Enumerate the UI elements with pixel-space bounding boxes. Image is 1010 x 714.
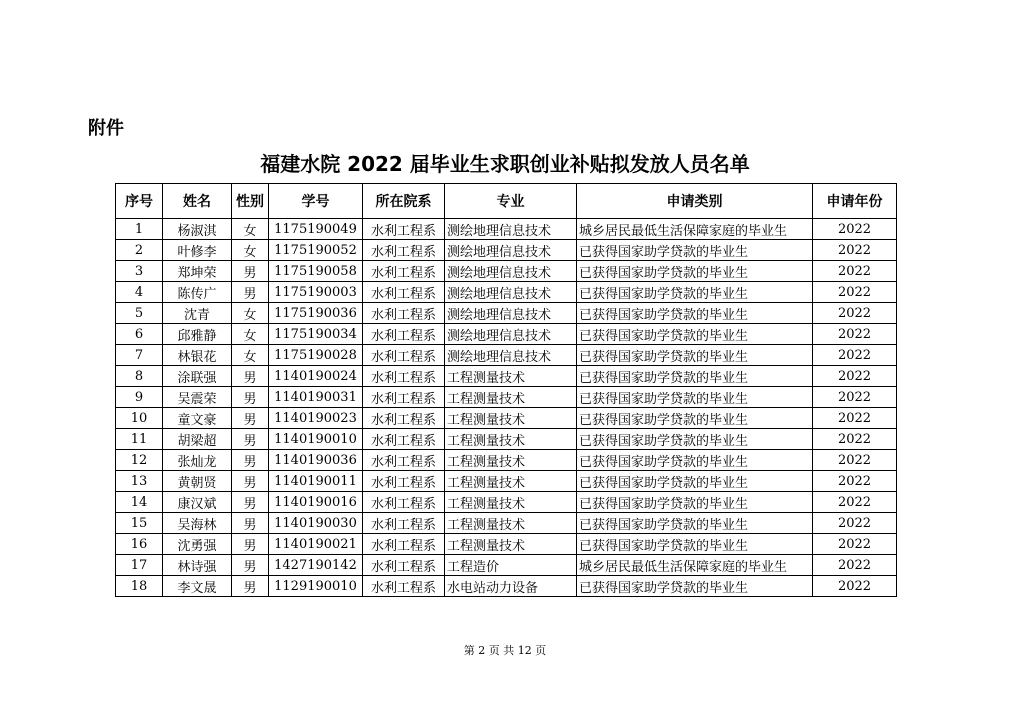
cell-col-gender: 男 <box>232 534 269 555</box>
table-row <box>116 261 897 282</box>
cell-col-gender: 男 <box>232 492 269 513</box>
document-title: 福建水院 2022 届毕业生求职创业补贴拟发放人员名单 <box>260 152 750 176</box>
cell-col-name: 郑坤荣 <box>163 261 232 282</box>
cell-col-year: 2022 <box>813 513 897 534</box>
cell-col-name: 叶修李 <box>163 240 232 261</box>
header-col-index: 序号 <box>116 184 163 219</box>
cell-col-category: 已获得国家助学贷款的毕业生 <box>577 282 813 303</box>
cell-col-major: 工程测量技术 <box>445 471 577 492</box>
cell-col-year: 2022 <box>813 345 897 366</box>
table-row <box>116 555 897 576</box>
cell-col-year: 2022 <box>813 366 897 387</box>
table-row <box>116 534 897 555</box>
table-row <box>116 219 897 240</box>
cell-col-student-id: 1140190036 <box>269 450 363 471</box>
cell-col-year: 2022 <box>813 429 897 450</box>
cell-col-name: 张灿龙 <box>163 450 232 471</box>
cell-col-index: 17 <box>116 555 163 576</box>
cell-col-index: 10 <box>116 408 163 429</box>
cell-col-name: 杨淑淇 <box>163 219 232 240</box>
cell-col-department: 水利工程系 <box>363 324 445 345</box>
table-row <box>116 303 897 324</box>
cell-col-major: 测绘地理信息技术 <box>445 345 577 366</box>
cell-col-name: 吴海林 <box>163 513 232 534</box>
cell-col-category: 已获得国家助学贷款的毕业生 <box>577 492 813 513</box>
cell-col-category: 已获得国家助学贷款的毕业生 <box>577 408 813 429</box>
cell-col-major: 工程测量技术 <box>445 534 577 555</box>
cell-col-name: 黄朝贤 <box>163 471 232 492</box>
cell-col-gender: 男 <box>232 555 269 576</box>
cell-col-category: 已获得国家助学贷款的毕业生 <box>577 324 813 345</box>
cell-col-major: 测绘地理信息技术 <box>445 240 577 261</box>
cell-col-student-id: 1175190028 <box>269 345 363 366</box>
cell-col-gender: 男 <box>232 429 269 450</box>
table-row <box>116 387 897 408</box>
cell-col-student-id: 1175190036 <box>269 303 363 324</box>
cell-col-major: 测绘地理信息技术 <box>445 219 577 240</box>
cell-col-name: 吴震荣 <box>163 387 232 408</box>
cell-col-index: 9 <box>116 387 163 408</box>
cell-col-year: 2022 <box>813 408 897 429</box>
cell-col-category: 城乡居民最低生活保障家庭的毕业生 <box>577 219 813 240</box>
cell-col-category: 已获得国家助学贷款的毕业生 <box>577 366 813 387</box>
cell-col-index: 15 <box>116 513 163 534</box>
cell-col-gender: 男 <box>232 282 269 303</box>
table-row <box>116 324 897 345</box>
cell-col-year: 2022 <box>813 240 897 261</box>
cell-col-category: 已获得国家助学贷款的毕业生 <box>577 513 813 534</box>
cell-col-index: 18 <box>116 576 163 597</box>
cell-col-index: 2 <box>116 240 163 261</box>
cell-col-department: 水利工程系 <box>363 345 445 366</box>
cell-col-category: 已获得国家助学贷款的毕业生 <box>577 429 813 450</box>
cell-col-category: 已获得国家助学贷款的毕业生 <box>577 534 813 555</box>
cell-col-gender: 女 <box>232 303 269 324</box>
cell-col-gender: 女 <box>232 324 269 345</box>
cell-col-index: 3 <box>116 261 163 282</box>
cell-col-major: 测绘地理信息技术 <box>445 303 577 324</box>
cell-col-department: 水利工程系 <box>363 282 445 303</box>
cell-col-index: 11 <box>116 429 163 450</box>
cell-col-gender: 男 <box>232 513 269 534</box>
table-body <box>116 219 897 597</box>
cell-col-category: 城乡居民最低生活保障家庭的毕业生 <box>577 555 813 576</box>
cell-col-major: 工程测量技术 <box>445 513 577 534</box>
cell-col-major: 工程测量技术 <box>445 450 577 471</box>
cell-col-student-id: 1175190034 <box>269 324 363 345</box>
cell-col-department: 水利工程系 <box>363 219 445 240</box>
cell-col-index: 4 <box>116 282 163 303</box>
cell-col-index: 8 <box>116 366 163 387</box>
cell-col-department: 水利工程系 <box>363 471 445 492</box>
cell-col-major: 工程造价 <box>445 555 577 576</box>
cell-col-name: 李文晟 <box>163 576 232 597</box>
cell-col-index: 7 <box>116 345 163 366</box>
cell-col-gender: 男 <box>232 387 269 408</box>
cell-col-gender: 女 <box>232 240 269 261</box>
cell-col-student-id: 1175190003 <box>269 282 363 303</box>
cell-col-category: 已获得国家助学贷款的毕业生 <box>577 576 813 597</box>
cell-col-student-id: 1129190010 <box>269 576 363 597</box>
cell-col-department: 水利工程系 <box>363 429 445 450</box>
cell-col-major: 工程测量技术 <box>445 387 577 408</box>
cell-col-name: 涂联强 <box>163 366 232 387</box>
table-row <box>116 513 897 534</box>
cell-col-category: 已获得国家助学贷款的毕业生 <box>577 471 813 492</box>
cell-col-major: 测绘地理信息技术 <box>445 324 577 345</box>
cell-col-name: 陈传广 <box>163 282 232 303</box>
table-row <box>116 240 897 261</box>
cell-col-major: 工程测量技术 <box>445 429 577 450</box>
cell-col-year: 2022 <box>813 219 897 240</box>
cell-col-student-id: 1140190010 <box>269 429 363 450</box>
header-col-gender: 性别 <box>232 184 269 219</box>
cell-col-student-id: 1175190049 <box>269 219 363 240</box>
cell-col-category: 已获得国家助学贷款的毕业生 <box>577 303 813 324</box>
table-row <box>116 492 897 513</box>
cell-col-gender: 男 <box>232 366 269 387</box>
cell-col-major: 水电站动力设备 <box>445 576 577 597</box>
cell-col-category: 已获得国家助学贷款的毕业生 <box>577 240 813 261</box>
cell-col-index: 16 <box>116 534 163 555</box>
cell-col-year: 2022 <box>813 555 897 576</box>
cell-col-year: 2022 <box>813 261 897 282</box>
cell-col-name: 林银花 <box>163 345 232 366</box>
header-col-category: 申请类别 <box>577 184 813 219</box>
cell-col-student-id: 1140190030 <box>269 513 363 534</box>
header-col-name: 姓名 <box>163 184 232 219</box>
cell-col-year: 2022 <box>813 282 897 303</box>
table-row <box>116 408 897 429</box>
cell-col-year: 2022 <box>813 534 897 555</box>
cell-col-student-id: 1140190024 <box>269 366 363 387</box>
cell-col-student-id: 1175190052 <box>269 240 363 261</box>
cell-col-student-id: 1140190016 <box>269 492 363 513</box>
cell-col-major: 测绘地理信息技术 <box>445 261 577 282</box>
cell-col-department: 水利工程系 <box>363 261 445 282</box>
cell-col-category: 已获得国家助学贷款的毕业生 <box>577 345 813 366</box>
header-col-year: 申请年份 <box>813 184 897 219</box>
cell-col-index: 5 <box>116 303 163 324</box>
cell-col-student-id: 1427190142 <box>269 555 363 576</box>
cell-col-gender: 男 <box>232 576 269 597</box>
cell-col-gender: 女 <box>232 219 269 240</box>
cell-col-index: 12 <box>116 450 163 471</box>
attachment-label: 附件 <box>88 118 124 139</box>
table-row <box>116 576 897 597</box>
cell-col-year: 2022 <box>813 576 897 597</box>
cell-col-department: 水利工程系 <box>363 576 445 597</box>
cell-col-department: 水利工程系 <box>363 555 445 576</box>
header-col-student-id: 学号 <box>269 184 363 219</box>
cell-col-department: 水利工程系 <box>363 366 445 387</box>
cell-col-department: 水利工程系 <box>363 534 445 555</box>
table-header-row <box>116 184 897 219</box>
cell-col-index: 14 <box>116 492 163 513</box>
cell-col-index: 1 <box>116 219 163 240</box>
header-col-department: 所在院系 <box>363 184 445 219</box>
cell-col-student-id: 1175190058 <box>269 261 363 282</box>
cell-col-gender: 男 <box>232 471 269 492</box>
cell-col-year: 2022 <box>813 303 897 324</box>
header-col-major: 专业 <box>445 184 577 219</box>
cell-col-gender: 男 <box>232 261 269 282</box>
cell-col-name: 沈勇强 <box>163 534 232 555</box>
cell-col-gender: 女 <box>232 345 269 366</box>
cell-col-name: 童文豪 <box>163 408 232 429</box>
roster-table <box>115 183 897 597</box>
cell-col-major: 测绘地理信息技术 <box>445 282 577 303</box>
cell-col-department: 水利工程系 <box>363 408 445 429</box>
cell-col-year: 2022 <box>813 324 897 345</box>
cell-col-major: 工程测量技术 <box>445 408 577 429</box>
cell-col-department: 水利工程系 <box>363 303 445 324</box>
cell-col-gender: 男 <box>232 450 269 471</box>
table-row <box>116 429 897 450</box>
cell-col-name: 沈青 <box>163 303 232 324</box>
table-row <box>116 345 897 366</box>
cell-col-category: 已获得国家助学贷款的毕业生 <box>577 450 813 471</box>
cell-col-name: 林诗强 <box>163 555 232 576</box>
cell-col-student-id: 1140190011 <box>269 471 363 492</box>
cell-col-category: 已获得国家助学贷款的毕业生 <box>577 261 813 282</box>
cell-col-index: 13 <box>116 471 163 492</box>
cell-col-department: 水利工程系 <box>363 492 445 513</box>
cell-col-year: 2022 <box>813 471 897 492</box>
cell-col-major: 工程测量技术 <box>445 492 577 513</box>
cell-col-student-id: 1140190023 <box>269 408 363 429</box>
cell-col-index: 6 <box>116 324 163 345</box>
cell-col-category: 已获得国家助学贷款的毕业生 <box>577 387 813 408</box>
cell-col-year: 2022 <box>813 450 897 471</box>
table-row <box>116 366 897 387</box>
cell-col-department: 水利工程系 <box>363 513 445 534</box>
cell-col-department: 水利工程系 <box>363 387 445 408</box>
cell-col-student-id: 1140190021 <box>269 534 363 555</box>
table-row <box>116 282 897 303</box>
cell-col-student-id: 1140190031 <box>269 387 363 408</box>
cell-col-department: 水利工程系 <box>363 450 445 471</box>
cell-col-year: 2022 <box>813 492 897 513</box>
cell-col-gender: 男 <box>232 408 269 429</box>
page-footer: 第 2 页 共 12 页 <box>463 644 547 657</box>
cell-col-name: 邱雅静 <box>163 324 232 345</box>
table-row <box>116 450 897 471</box>
table-row <box>116 471 897 492</box>
cell-col-major: 工程测量技术 <box>445 366 577 387</box>
cell-col-name: 康汉斌 <box>163 492 232 513</box>
cell-col-name: 胡梁超 <box>163 429 232 450</box>
cell-col-department: 水利工程系 <box>363 240 445 261</box>
cell-col-year: 2022 <box>813 387 897 408</box>
